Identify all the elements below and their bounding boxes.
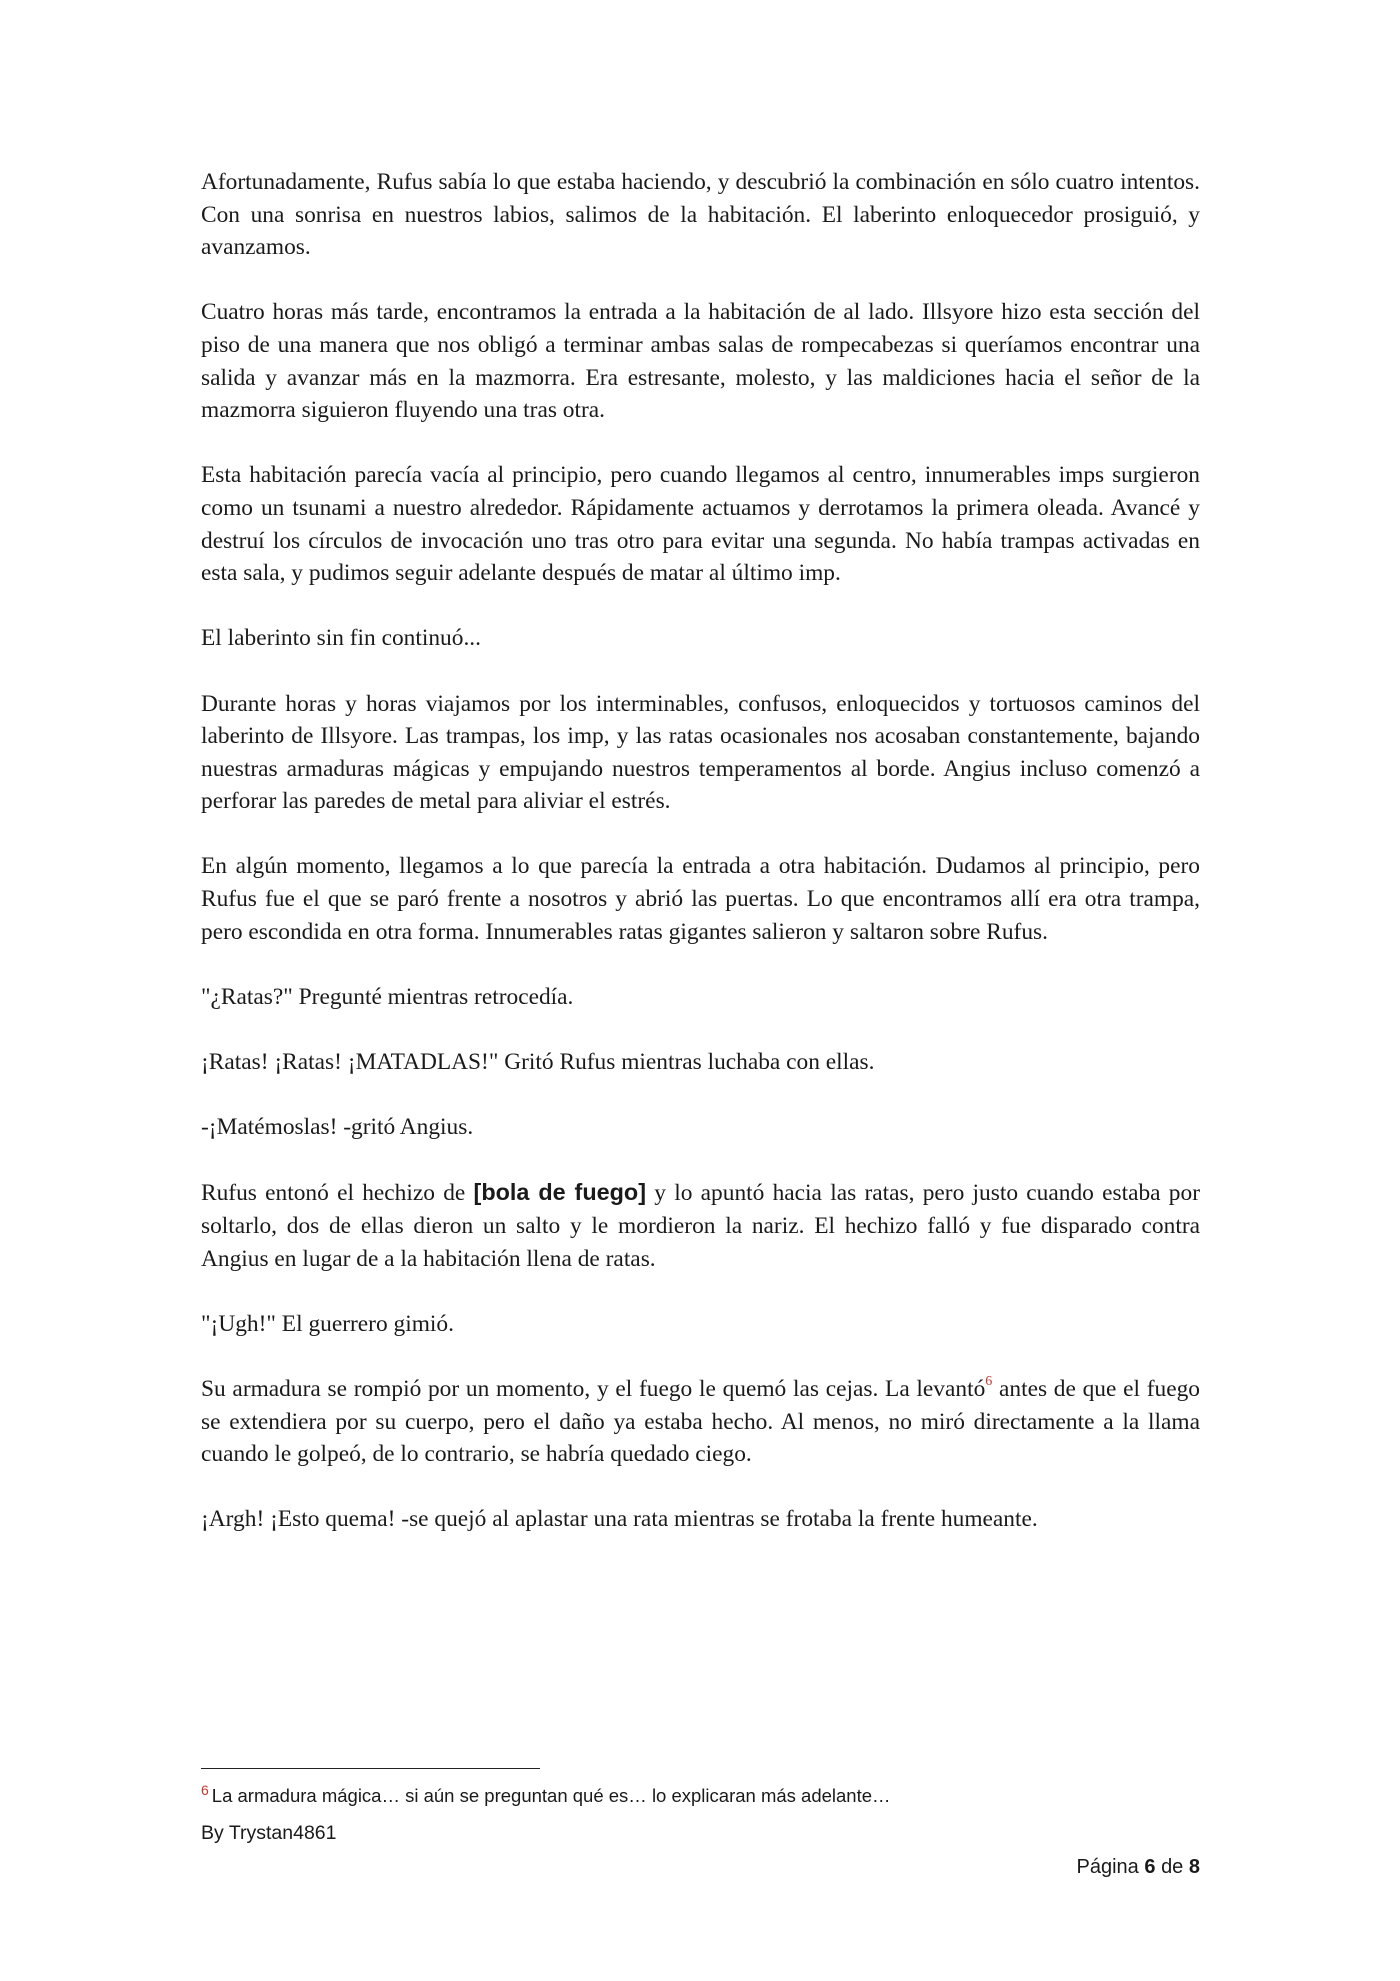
paragraph: Cuatro horas más tarde, encontramos la entrada a la habitación de al lado. Illsyore hizo esta sección del piso de una manera que nos obligó a terminar ambas salas de rompecabezas si queríamos encontrar una salida y avanzar más en la mazmorra. Era estresante, molesto, y las maldiciones hacia el señor de la mazmorra siguieron fluyendo una tras otra. xyxy=(201,299,1200,424)
footnote-number: 6 xyxy=(201,1782,209,1798)
page-current: 6 xyxy=(1144,1856,1156,1878)
page-of: de xyxy=(1161,1856,1184,1878)
footnote xyxy=(201,1782,1200,1807)
spell-paragraph-after: y lo apuntó hacia las ratas, pero justo cuando estaba por soltarlo, dos de ellas dieron un salto y le mordieron la nariz. El hechizo falló y fue disparado contra Angius en lugar de a la habitación llena de ratas. xyxy=(201,1180,1200,1272)
dialogue-line: -¡Matémoslas! -gritó Angius. xyxy=(201,1114,474,1141)
paragraph: Esta habitación parecía vacía al principio, pero cuando llegamos al centro, innumerables imps surgieron como un tsunami a nuestro alrededor. Rápidamente actuamos y derrotamos la primera oleada. Avancé y destruí los círculos de invocación uno tras otro para evitar una segunda. No había trampas activadas en esta sala, y pudimos seguir adelante después de matar al último imp. xyxy=(201,462,1200,587)
paragraph: Durante horas y horas viajamos por los interminables, confusos, enloquecidos y tortuosos caminos del laberinto de Illsyore. Las trampas, los imp, y las ratas ocasionales nos acosaban constantemente, bajando nuestras armaduras mágicas y empujando nuestros temperamentos al borde. Angius incluso comenzó a perforar las paredes de metal para aliviar el estrés. xyxy=(201,690,1200,815)
paragraph: Afortunadamente, Rufus sabía lo que estaba haciendo, y descubrió la combinación en sólo cuatro intentos. Con una sonrisa en nuestros labios, salimos de la habitación. El laberinto enloquecedor prosiguió, y avanzamos. xyxy=(201,169,1200,261)
spell-name: [bola de fuego] xyxy=(473,1179,646,1206)
page-number xyxy=(1077,1856,1200,1879)
spell-paragraph-before: Rufus entonó el hechizo de xyxy=(201,1180,474,1207)
page-label: Página xyxy=(1076,1856,1139,1878)
dialogue-line: "¡Ugh!" El guerrero gimió. xyxy=(201,1310,454,1337)
dialogue-line: "¿Ratas?" Pregunté mientras retrocedía. xyxy=(201,983,574,1010)
spell-paragraph xyxy=(201,1176,1200,1275)
footnoted-paragraph-after: antes de que el fuego se extendiera por su cuerpo, pero el daño ya estaba hecho. Al menos, no miró directamente a la llama cuando le golpeó, de lo contrario, se habría quedado ciego. xyxy=(201,1375,1200,1468)
paragraph: En algún momento, llegamos a lo que parecía la entrada a otra habitación. Dudamos al principio, pero Rufus fue el que se paró frente a nosotros y abrió las puertas. Lo que encontramos allí era otra trampa, pero escondida en otra forma. Innumerables ratas gigantes salieron y saltaron sobre Rufus. xyxy=(201,853,1200,945)
footnote-separator xyxy=(201,1768,540,1769)
paragraph: ¡Argh! ¡Esto quema! -se quejó al aplastar una rata mientras se frotaba la frente humeante. xyxy=(201,1506,1038,1533)
author-credit: By Trystan4861 xyxy=(201,1822,337,1844)
footnote-reference[interactable]: 6 xyxy=(985,1374,993,1390)
footnoted-paragraph xyxy=(201,1373,1200,1471)
body-text xyxy=(201,166,1200,1536)
paragraph: El laberinto sin fin continuó... xyxy=(201,625,481,652)
footnote-text: La armadura mágica… si aún se preguntan qué es… lo explicaran más adelante… xyxy=(211,1785,891,1807)
page-total: 8 xyxy=(1188,1856,1200,1878)
dialogue-line: ¡Ratas! ¡Ratas! ¡MATADLAS!" Gritó Rufus mientras luchaba con ellas. xyxy=(201,1049,875,1076)
footnoted-paragraph-before: Su armadura se rompió por un momento, y el fuego le quemó las cejas. La levantó xyxy=(201,1375,986,1402)
